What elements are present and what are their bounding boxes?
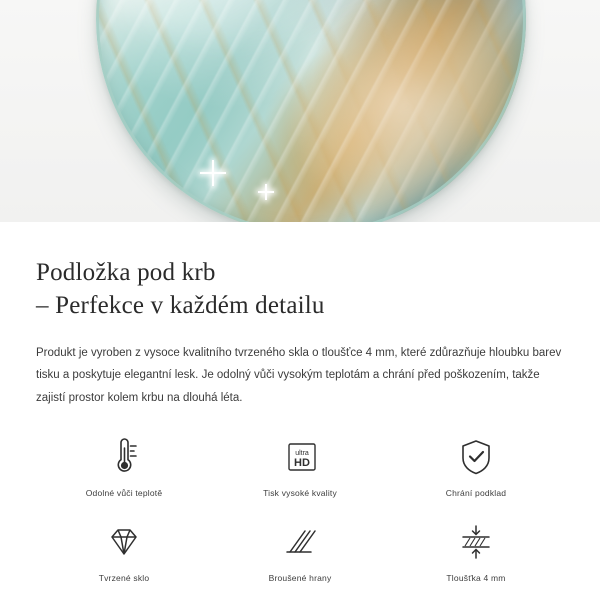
feature-label: Tloušťka 4 mm <box>446 573 506 584</box>
title-line-1: Podložka pod krb <box>36 259 216 286</box>
feature-item-tempered-glass <box>36 520 212 583</box>
svg-text:HD: HD <box>294 457 310 470</box>
feature-label: Odolné vůči teplotě <box>85 488 163 499</box>
feature-item-surface-protection <box>388 435 564 498</box>
feature-label: Tvrzené sklo <box>98 573 150 584</box>
svg-text:ultra: ultra <box>295 450 309 458</box>
feature-list <box>36 435 564 583</box>
diamond-icon <box>102 520 146 564</box>
feature-label: Tisk vysoké kvality <box>263 488 337 499</box>
thermometer-icon <box>104 435 144 479</box>
feature-item-thickness <box>388 520 564 583</box>
feature-label: Broušené hrany <box>268 573 332 584</box>
hero-image <box>0 0 600 222</box>
feature-label: Chrání podklad <box>445 488 507 499</box>
page-title <box>36 256 564 322</box>
content-area <box>0 222 600 583</box>
shield-check-icon <box>456 435 496 479</box>
feature-item-temperature <box>36 435 212 498</box>
polished-edges-icon <box>278 520 322 564</box>
thickness-arrows-icon <box>454 520 498 564</box>
round-glass-board <box>96 0 526 222</box>
title-line-2: – Perfekce v každém detailu <box>36 292 325 319</box>
feature-item-print-quality <box>212 435 388 498</box>
feature-item-polished-edges <box>212 520 388 583</box>
product-description: Produkt je vyroben z vysoce kvalitního tvrzeného skla o tloušťce 4 mm, které zdůrazňuje hloubku barev tisku a poskytuje elegantní lesk. Je odolný vůči vysokým teplotám a chrání před poškozením, takže zajistí prostor kolem krbu na dlouhá léta. <box>36 347 562 404</box>
ultra-hd-icon <box>278 435 322 479</box>
